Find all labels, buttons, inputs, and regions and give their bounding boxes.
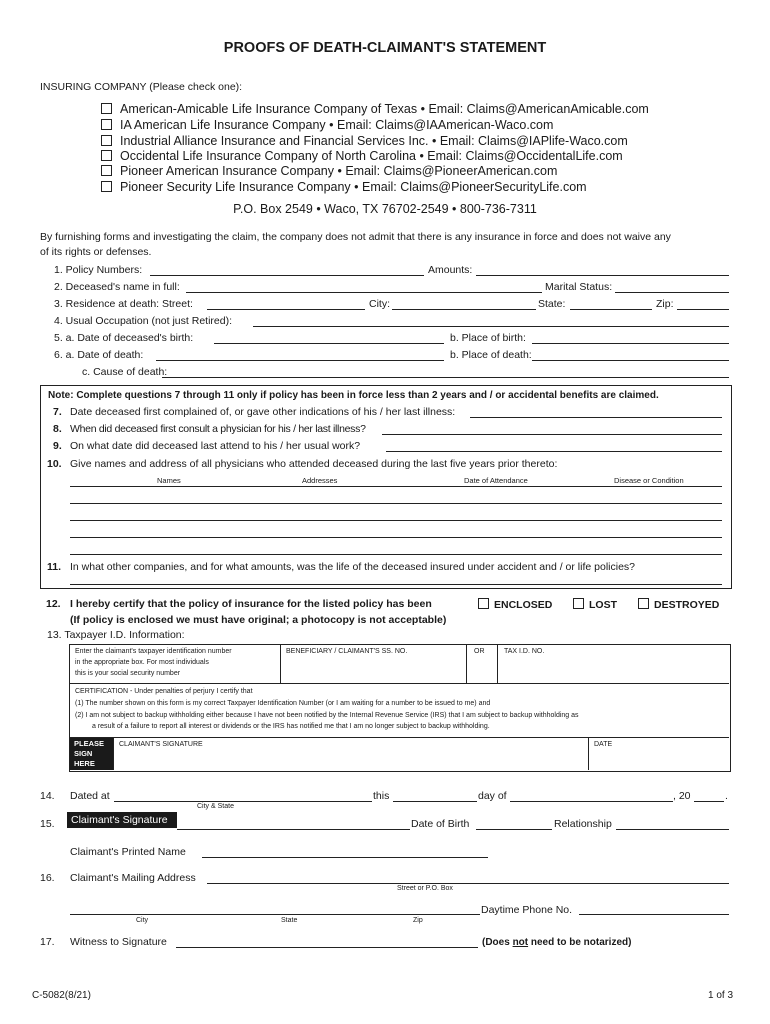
q14-year-prefix: , 20 <box>673 790 691 802</box>
physician-row-line[interactable] <box>70 520 722 521</box>
phone-label: Daytime Phone No. <box>481 904 573 916</box>
certification-item-2b: a result of a failure to report all interest or dividends or the IRS has notified me that I am no longer subject to backup withholding. <box>92 723 490 730</box>
claimant-signature-button[interactable] <box>67 812 177 828</box>
marital-status-field[interactable] <box>615 292 729 293</box>
q7-field[interactable] <box>470 417 722 418</box>
q13-label: 13. Taxpayer I.D. Information: <box>47 629 185 641</box>
q10-number: 10. <box>47 458 62 470</box>
notarize-note <box>482 937 631 948</box>
q14-number: 14. <box>40 790 55 802</box>
col-date-header: Date of Attendance <box>464 476 528 485</box>
place-of-birth-field[interactable] <box>532 343 729 344</box>
sign-word: SIGN <box>74 749 93 758</box>
street-field[interactable] <box>207 309 365 310</box>
q9-text: On what date did deceased last attend to his / her usual work? <box>70 440 361 452</box>
city-caption: City <box>136 917 149 924</box>
tin-instructions-2: in the appropriate box. For most individuals <box>75 659 209 666</box>
checkbox[interactable] <box>478 598 489 609</box>
q1-label: 1. Policy Numbers: <box>54 264 143 276</box>
divider <box>280 644 281 683</box>
q2-marital-label: Marital Status: <box>545 281 613 293</box>
zip-caption: Zip <box>413 917 423 924</box>
mailing-address-label: Claimant's Mailing Address <box>70 872 196 884</box>
q8-number: 8. <box>53 423 62 435</box>
q8-field[interactable] <box>382 434 722 435</box>
dated-at-field[interactable] <box>114 801 372 802</box>
enclosed-option[interactable] <box>478 598 552 611</box>
q11-text: In what other companies, and for what amounts, was the life of the deceased insured under accident and / or life policies? <box>70 561 636 573</box>
q10-text: Give names and address of all physicians who attended deceased during the last five years prior thereto: <box>70 458 558 470</box>
destroyed-option[interactable] <box>638 598 719 611</box>
please-sign-here-badge <box>70 738 113 770</box>
street-caption: Street or P.O. Box <box>397 885 453 892</box>
here-word: HERE <box>74 759 95 768</box>
q11-field[interactable] <box>70 584 722 585</box>
q6-place-label: b. Place of death: <box>450 349 532 361</box>
city-field[interactable] <box>392 309 536 310</box>
please-word: PLEASE <box>74 739 105 748</box>
claimant-signature-label: CLAIMANT'S SIGNATURE <box>119 741 203 748</box>
disclaimer-line-2: of its rights or defenses. <box>40 246 152 258</box>
company-option-6[interactable] <box>101 180 587 194</box>
q17-number: 17. <box>40 936 55 948</box>
company-option-4[interactable] <box>101 149 623 163</box>
disclaimer-line-1: By furnishing forms and investigating the claim, the company does not admit that there is any insurance in force and does not waive any <box>40 231 671 243</box>
form-number: C-5082(8/21) <box>32 990 91 1001</box>
occupation-field[interactable] <box>253 326 729 327</box>
company-label: Pioneer Security Life Insurance Company • Email: Claims@PioneerSecurityLife.com <box>120 180 587 194</box>
q12-number: 12. <box>46 598 61 610</box>
company-label: Industrial Alliance Insurance and Financial Services Inc. • Email: Claims@IAPlife-Waco.com <box>120 134 628 148</box>
relationship-label: Relationship <box>554 818 612 830</box>
divider <box>113 737 114 770</box>
day-field[interactable] <box>393 801 477 802</box>
physician-row-line[interactable] <box>70 486 722 487</box>
street-address-field[interactable] <box>207 883 729 884</box>
q12-subtext: (If policy is enclosed we must have original; a photocopy is not acceptable) <box>70 614 447 626</box>
q11-number: 11. <box>47 561 62 573</box>
zip-field[interactable] <box>677 309 729 310</box>
claimant-signature-button-label: Claimant's Signature <box>71 814 168 826</box>
dob-label: Date of Birth <box>411 818 470 830</box>
checkbox[interactable] <box>101 119 112 130</box>
checkbox[interactable] <box>101 165 112 176</box>
divider <box>497 644 498 683</box>
dob-field[interactable] <box>476 829 552 830</box>
q15-number: 15. <box>40 818 55 830</box>
company-label: Occidental Life Insurance Company of North Carolina • Email: Claims@OccidentalLife.com <box>120 149 623 163</box>
witness-field[interactable] <box>176 947 478 948</box>
policy-numbers-field[interactable] <box>150 275 424 276</box>
divider <box>466 644 467 683</box>
physician-row-line[interactable] <box>70 537 722 538</box>
lost-option[interactable] <box>573 598 617 611</box>
page-title: PROOFS OF DEATH-CLAIMANT'S STATEMENT <box>223 40 547 56</box>
q14-this: this <box>373 790 390 802</box>
physician-row-line[interactable] <box>70 554 722 555</box>
ssn-label: BENEFICIARY / CLAIMANT'S SS. NO. <box>286 648 408 655</box>
q3-label: 3. Residence at death: Street: <box>54 298 193 310</box>
date-of-death-field[interactable] <box>156 360 444 361</box>
q16-number: 16. <box>40 872 55 884</box>
physician-row-line[interactable] <box>70 503 722 504</box>
deceased-name-field[interactable] <box>186 292 542 293</box>
col-names-header: Names <box>157 476 181 485</box>
page-number: 1 of 3 <box>708 990 734 1001</box>
tax-id-label: TAX I.D. NO. <box>504 648 545 655</box>
company-option-5[interactable] <box>101 164 557 178</box>
checkbox[interactable] <box>101 150 112 161</box>
tin-date-label: DATE <box>594 741 613 748</box>
col-disease-header: Disease or Condition <box>614 476 684 485</box>
q14-period: . <box>725 790 728 802</box>
month-field[interactable] <box>510 801 673 802</box>
amounts-field[interactable] <box>476 275 729 276</box>
company-option-1[interactable] <box>101 102 649 116</box>
company-option-2[interactable] <box>101 118 553 132</box>
printed-name-label: Claimant's Printed Name <box>70 846 186 858</box>
claimant-signature-field[interactable] <box>177 829 410 830</box>
q3-city-label: City: <box>369 298 390 310</box>
company-label: IA American Life Insurance Company • Email: Claims@IAAmerican-Waco.com <box>120 118 554 132</box>
checkbox[interactable] <box>101 103 112 114</box>
company-label: American-Amicable Life Insurance Company of Texas • Email: Claims@AmericanAmicable.com <box>120 102 649 116</box>
notarize-note-suffix: need to be notarized) <box>528 937 632 948</box>
insuring-company-label: INSURING COMPANY (Please check one): <box>40 81 243 93</box>
notarize-note-not: not <box>512 937 529 948</box>
city-state-zip-field[interactable] <box>70 914 480 915</box>
certification-item-2a: (2) I am not subject to backup withholding either because I have not been notified by the Internal Revenue Service (IRS) that I am subject to backup withholding as <box>75 712 579 719</box>
q4-label: 4. Usual Occupation (not just Retired): <box>54 315 232 327</box>
checkbox[interactable] <box>638 598 649 609</box>
q8-text: When did deceased first consult a physician for his / her last illness? <box>70 423 366 435</box>
company-address: P.O. Box 2549 • Waco, TX 76702-2549 • 800-736-7311 <box>233 202 537 216</box>
q9-field[interactable] <box>386 451 722 452</box>
place-of-death-field[interactable] <box>532 360 729 361</box>
cause-of-death-field[interactable] <box>162 377 729 378</box>
q3-state-label: State: <box>538 298 566 310</box>
q6c-label: c. Cause of death: <box>82 366 168 378</box>
divider <box>588 737 589 770</box>
q14-text: Dated at <box>70 790 110 802</box>
enclosed-label: ENCLOSED <box>494 599 553 611</box>
q5-label: 5. a. Date of deceased's birth: <box>54 332 194 344</box>
phone-field[interactable] <box>579 914 729 915</box>
company-option-3[interactable] <box>101 134 628 148</box>
q7-number: 7. <box>53 406 62 418</box>
checkbox[interactable] <box>101 181 112 192</box>
tin-instructions-1: Enter the claimant's taxpayer identification number <box>75 648 232 655</box>
tin-instructions-3: this is your social security number <box>75 670 181 677</box>
relationship-field[interactable] <box>616 829 729 830</box>
q5-place-label: b. Place of birth: <box>450 332 526 344</box>
col-addresses-header: Addresses <box>302 476 338 485</box>
company-label: Pioneer American Insurance Company • Email: Claims@PioneerAmerican.com <box>120 164 558 178</box>
certification-title: CERTIFICATION - Under penalties of perjury I certify that <box>75 688 253 695</box>
q2-label: 2. Deceased's name in full: <box>54 281 180 293</box>
state-field[interactable] <box>570 309 652 310</box>
q6-label: 6. a. Date of death: <box>54 349 144 361</box>
city-state-caption: City & State <box>197 803 234 810</box>
notarize-note-prefix: (Does <box>482 937 513 948</box>
checkbox[interactable] <box>101 135 112 146</box>
q14-dayof: day of <box>478 790 507 802</box>
year-field[interactable] <box>694 801 724 802</box>
q12-text: I hereby certify that the policy of insurance for the listed policy has been <box>70 598 432 610</box>
q3-zip-label: Zip: <box>656 298 674 310</box>
divider <box>70 683 729 684</box>
please-sign-text <box>74 739 104 769</box>
state-caption: State <box>281 917 298 924</box>
printed-name-field[interactable] <box>202 857 488 858</box>
checkbox[interactable] <box>573 598 584 609</box>
q1-amounts-label: Amounts: <box>428 264 473 276</box>
q7-text: Date deceased first complained of, or gave other indications of his / her last illness: <box>70 406 456 418</box>
witness-label: Witness to Signature <box>70 936 167 948</box>
lost-label: LOST <box>589 599 617 611</box>
divider <box>70 737 729 738</box>
date-of-birth-field[interactable] <box>214 343 444 344</box>
note-text: Note: Complete questions 7 through 11 only if policy has been in force less than 2 years and / or accidental benefits are claimed. <box>48 390 659 401</box>
certification-item-1: (1) The number shown on this form is my correct Taxpayer Identification Number (or I am waiting for a number to be issued to me) and <box>75 700 491 707</box>
q9-number: 9. <box>53 440 62 452</box>
or-label: OR <box>474 648 485 655</box>
destroyed-label: DESTROYED <box>654 599 720 611</box>
